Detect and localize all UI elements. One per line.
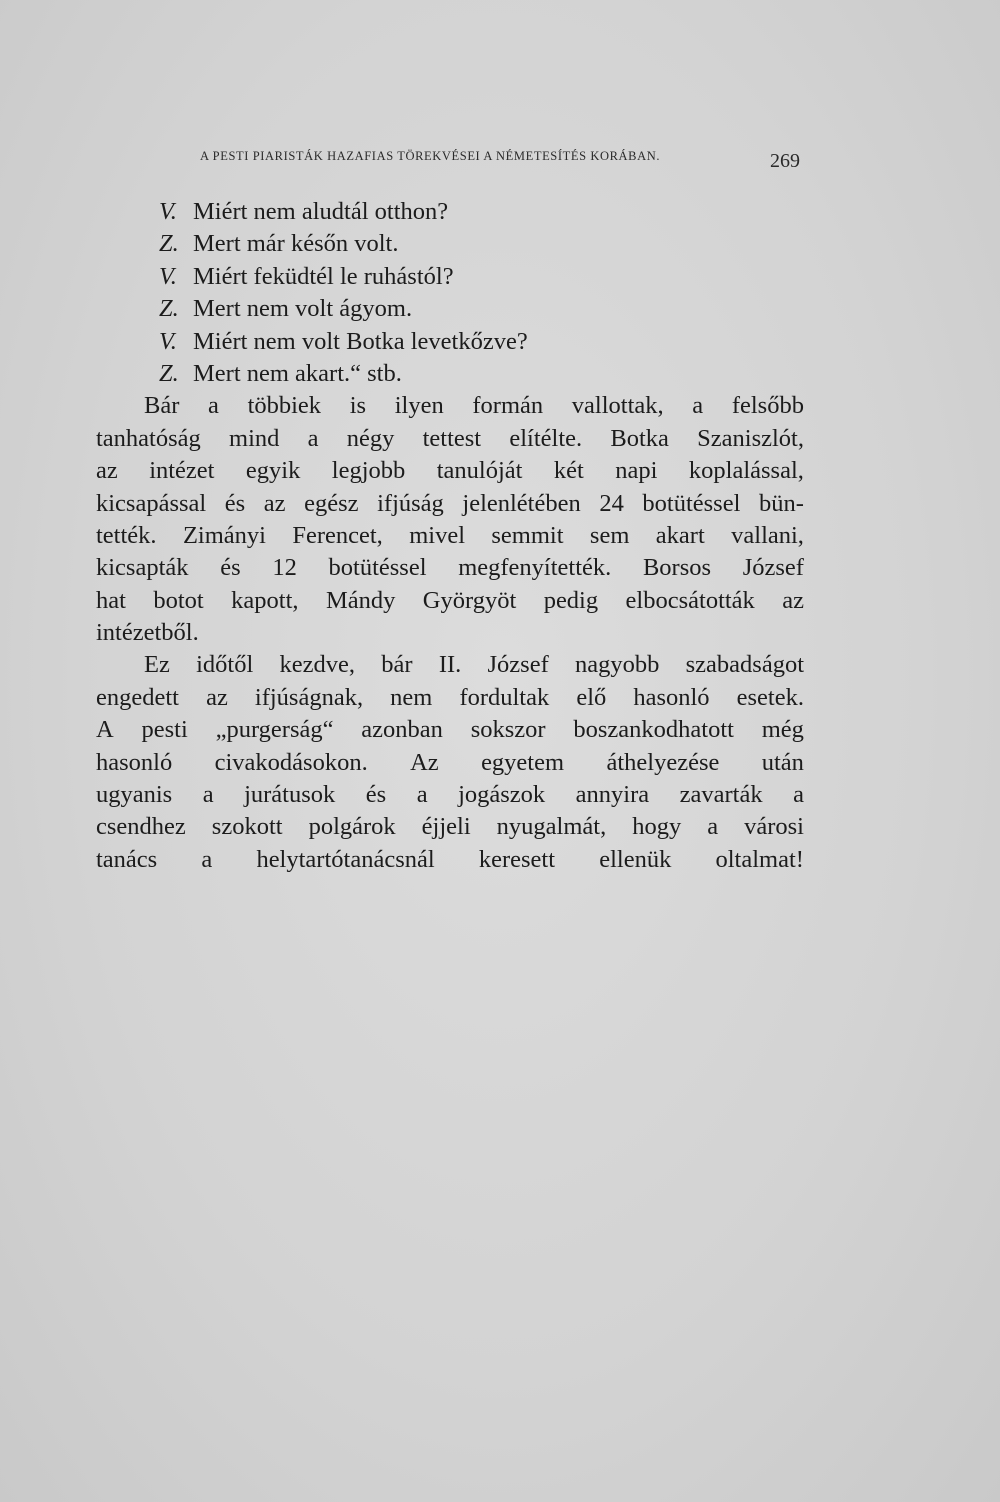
dialogue-line (96, 358, 804, 390)
word: kapott, (231, 586, 299, 614)
word: után (761, 748, 804, 776)
word: II. (438, 651, 462, 679)
word: városi (744, 813, 804, 841)
word: hogy (632, 813, 682, 841)
word: vallani, (731, 521, 804, 549)
word: éjjeli (421, 813, 471, 841)
dialogue-line (96, 326, 804, 358)
dialogue-text: Mert már későn volt. (193, 230, 399, 258)
word: Botka (610, 424, 669, 452)
word: kezdve, (279, 651, 356, 679)
word: keresett (478, 845, 556, 873)
word: fordultak (459, 683, 550, 711)
word: ifjúság (377, 489, 444, 517)
word: négy (346, 424, 395, 452)
word: legjobb (331, 457, 406, 485)
word: civakodásokon. (214, 748, 368, 776)
word: és (365, 781, 387, 809)
word: egyetem (481, 748, 565, 776)
paragraph-line (96, 488, 804, 520)
word: azonban (361, 716, 443, 744)
page-number: 269 (770, 150, 800, 172)
word: formán (472, 392, 544, 420)
word: Györgyöt (422, 586, 517, 614)
word: koplalással, (688, 457, 804, 485)
word: szabadságot (685, 651, 804, 679)
word: intézet (149, 457, 215, 485)
speaker-label: V. (159, 327, 177, 355)
word: botütéssel (642, 489, 741, 517)
word: jurátusok (244, 781, 336, 809)
word: elbocsátották (625, 586, 755, 614)
paragraph-line (96, 682, 804, 714)
word: Szaniszlót, (697, 424, 804, 452)
body-text (96, 196, 804, 876)
word: hasonló (96, 748, 173, 776)
word: tanulóját (436, 457, 523, 485)
paragraph-line (96, 585, 804, 617)
word: a (793, 781, 804, 809)
dialogue-text: Mert nem akart.“ stb. (193, 359, 402, 387)
word: szokott (211, 813, 283, 841)
word: engedett (96, 683, 179, 711)
word: botot (153, 586, 204, 614)
word: tanhatóság (96, 424, 201, 452)
word: jogászok (458, 781, 546, 809)
word: tettest (422, 424, 482, 452)
dialogue-text: Miért feküdtél le ruhástól? (193, 262, 454, 290)
speaker-label: Z. (159, 230, 179, 258)
word: mind (229, 424, 280, 452)
paragraph-line (96, 747, 804, 779)
word: helytartótanácsnál (256, 845, 435, 873)
word: többiek (247, 392, 322, 420)
paragraph-line (96, 779, 804, 811)
word: a (307, 424, 319, 452)
word: ifjúságnak, (254, 683, 364, 711)
word: áthelyezése (606, 748, 720, 776)
word: a (201, 845, 213, 873)
word: a (208, 392, 219, 420)
word: a (416, 781, 428, 809)
word: tanács (96, 845, 158, 873)
word: két (553, 457, 584, 485)
word: botütéssel (328, 554, 427, 582)
dialogue-line (96, 261, 804, 293)
word: bün- (758, 489, 804, 517)
word: egész (304, 489, 359, 517)
word: és (224, 489, 246, 517)
word: nyugalmát, (496, 813, 607, 841)
word: a (707, 813, 719, 841)
word: napi (615, 457, 658, 485)
word: vallottak, (571, 392, 664, 420)
dialogue-line (96, 228, 804, 260)
dialogue-block (96, 196, 804, 390)
word: 12 (272, 554, 297, 582)
word: József (487, 651, 549, 679)
paragraph-line (96, 423, 804, 455)
word: bár (381, 651, 413, 679)
word: és (220, 554, 241, 582)
word: a (692, 392, 704, 420)
speaker-label: V. (159, 262, 177, 290)
word: Borsos (642, 554, 712, 582)
word: boszankodhatott (573, 716, 734, 744)
paragraph-line (96, 649, 804, 681)
word: hat (96, 586, 126, 614)
word: az (782, 586, 804, 614)
word: ilyen (394, 392, 444, 420)
paragraph-2 (96, 649, 804, 876)
word: sokszor (470, 716, 546, 744)
word: az (263, 489, 286, 517)
word: ellenük (599, 845, 672, 873)
speaker-label: Z. (159, 359, 179, 387)
paragraph-1 (96, 390, 804, 649)
word: az (96, 457, 118, 485)
word: időtől (196, 651, 254, 679)
paragraph-line (96, 520, 804, 552)
word: még (761, 716, 804, 744)
dialogue-line (96, 196, 804, 228)
word: sem (589, 521, 630, 549)
word: „purgerság“ (215, 716, 334, 744)
speaker-label: V. (159, 198, 177, 225)
word: jelenlétében (462, 489, 581, 517)
word: József (742, 554, 804, 582)
word: akart (655, 521, 705, 549)
word: hasonló (633, 683, 710, 711)
paragraph-line: intézetből. (96, 619, 199, 647)
word: 24 (599, 489, 624, 517)
word: tették. (96, 521, 157, 549)
running-head: A PESTI PIARISTÁK HAZAFIAS TÖREKVÉSEI A NÉMETESÍTÉS KORÁBAN. (200, 149, 661, 163)
word: Mándy (325, 586, 396, 614)
word: nagyobb (575, 651, 660, 679)
word: zavarták (679, 781, 763, 809)
paragraph-line (96, 844, 804, 876)
word: semmit (491, 521, 564, 549)
word: felsőbb (731, 392, 804, 420)
dialogue-line (96, 293, 804, 325)
word: mivel (409, 521, 465, 549)
speaker-label: Z. (159, 295, 179, 323)
paragraph-line (96, 811, 804, 843)
word: esetek. (736, 683, 804, 711)
word: csendhez (96, 813, 186, 841)
word: annyira (575, 781, 650, 809)
word: nem (390, 683, 433, 711)
word: a (202, 781, 214, 809)
word: Az (410, 748, 439, 776)
word: kicsapással (96, 489, 207, 517)
word: elő (576, 683, 607, 711)
word: egyik (245, 457, 301, 485)
word: pesti (141, 716, 188, 744)
word: pedig (543, 586, 599, 614)
word: polgárok (308, 813, 396, 841)
dialogue-text: Miért nem volt Botka levetkőzve? (193, 327, 528, 355)
word: Bár (144, 392, 180, 420)
word: ugyanis (96, 781, 173, 809)
dialogue-text: Mert nem volt ágyom. (193, 295, 413, 323)
word: A (96, 716, 114, 744)
word: elítélte. (509, 424, 583, 452)
word: Ferencet, (292, 521, 383, 549)
word: megfenyítették. (458, 554, 612, 582)
paragraph-line (96, 714, 804, 746)
word: oltalmat! (715, 845, 804, 873)
word: az (206, 683, 228, 711)
dialogue-text: Miért nem aludtál otthon? (193, 198, 449, 225)
word: Ez (144, 651, 170, 679)
paragraph-line (96, 455, 804, 487)
word: is (349, 392, 367, 420)
paragraph-line (96, 390, 804, 422)
word: Zimányi (182, 521, 266, 549)
word: kicsapták (96, 554, 189, 582)
paragraph-line (96, 552, 804, 584)
